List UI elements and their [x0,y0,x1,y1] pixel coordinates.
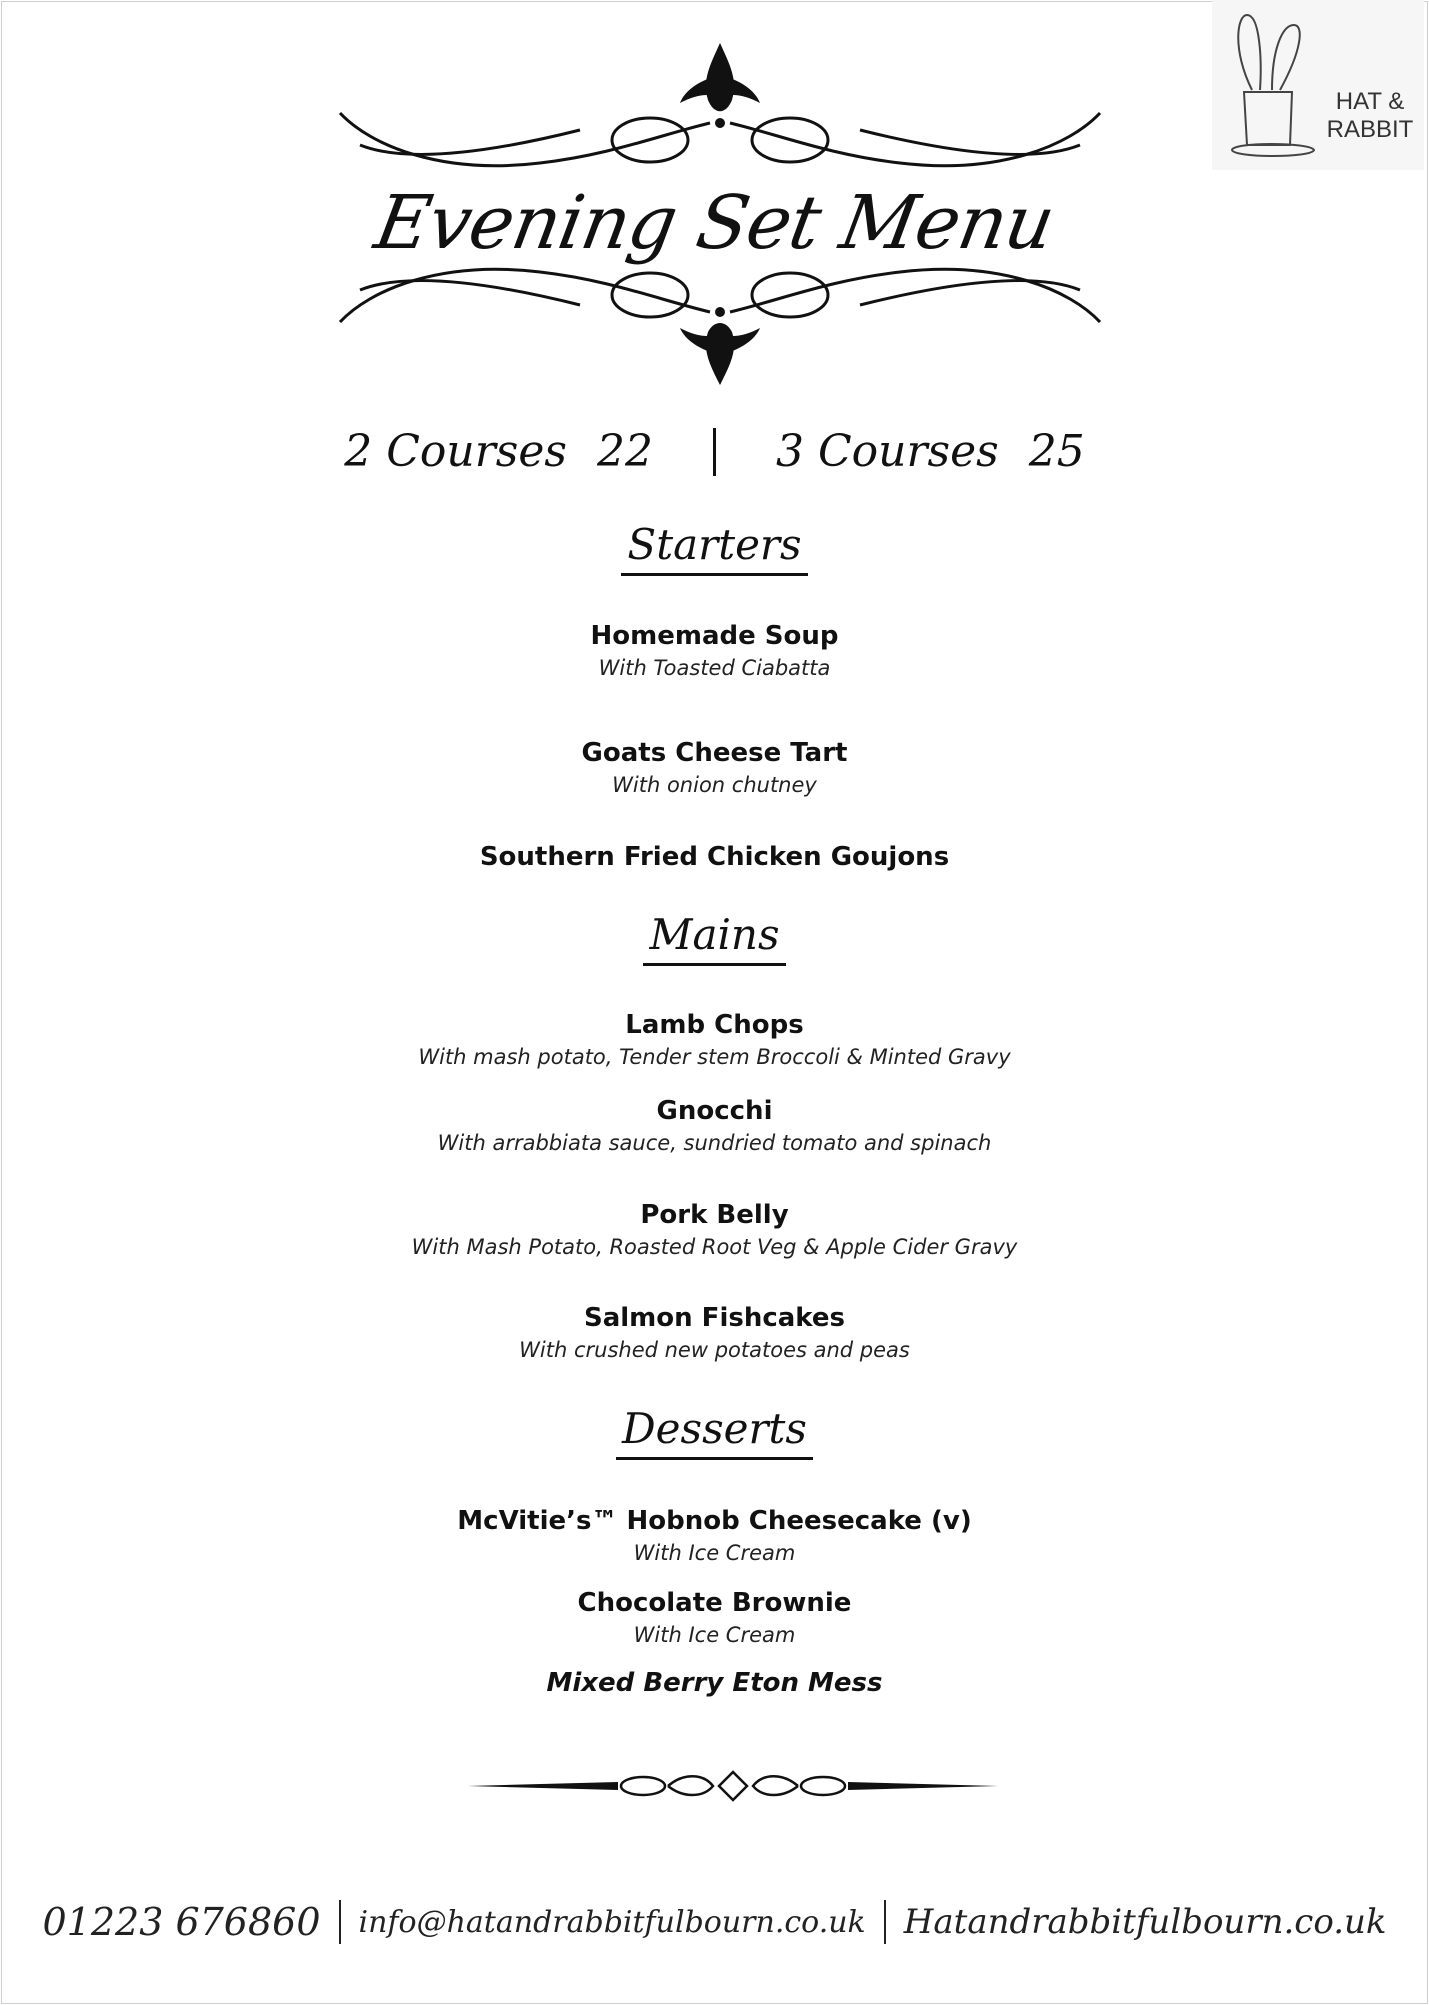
logo-text [1320,88,1420,144]
price-divider [713,428,716,476]
menu-item-name: Pork Belly [640,1200,789,1230]
menu-item [0,736,1429,800]
menu-item-description: With arrabbiata sauce, sundried tomato and spinach [437,1131,992,1155]
menu-title: Evening Set Menu [368,180,1061,266]
menu-item-description: With Ice Cream [633,1623,796,1647]
section-heading-mains: Mains [0,910,1429,966]
menu-item [0,1504,1429,1568]
hat-and-rabbit-logo [1212,0,1424,170]
menu-item [0,840,1429,874]
logo-line-2: RABBIT [1326,116,1414,143]
menu-item-description: With Toasted Ciabatta [598,656,831,680]
menu-item-description: With onion chutney [612,773,817,797]
email-address[interactable]: info@hatandrabbitfulbourn.co.uk [358,1904,866,1940]
menu-item-description: With crushed new potatoes and peas [519,1338,910,1362]
menu-item-name: Southern Fried Chicken Goujons [479,842,950,872]
price-value: 25 [1028,426,1085,477]
pricing-row [0,426,1429,477]
price-option-3-courses [776,426,1085,477]
logo-line-1: HAT & [1335,88,1405,115]
menu-item [0,1301,1429,1365]
menu-item-name: McVitie’s™ Hobnob Cheesecake (v) [457,1506,972,1536]
section-heading-desserts: Desserts [0,1404,1429,1460]
menu-item-name: Salmon Fishcakes [583,1303,845,1333]
price-label: 2 Courses [344,426,567,477]
price-option-2-courses [344,426,653,477]
price-value: 22 [597,426,653,477]
menu-item [0,619,1429,683]
contact-footer [0,1900,1429,1944]
footer-divider [339,1900,341,1944]
top-flourish-ornament [330,35,1110,175]
menu-item-name: Goats Cheese Tart [581,738,848,768]
menu-item [0,1198,1429,1262]
title-underline-ornament [330,260,1110,390]
menu-item-name: Chocolate Brownie [577,1588,852,1618]
menu-item [0,1666,1429,1700]
menu-item [0,1008,1429,1072]
menu-item-description: With Mash Potato, Roasted Root Veg & Apple Cider Gravy [411,1235,1018,1259]
menu-item [0,1586,1429,1650]
menu-item-name: Homemade Soup [590,621,839,651]
menu-item-name: Mixed Berry Eton Mess [546,1668,883,1698]
section-heading-starters: Starters [0,520,1429,576]
menu-item-description: With Ice Cream [633,1541,796,1565]
menu-item-name: Gnocchi [656,1096,773,1126]
price-label: 3 Courses [776,426,999,477]
hat-rabbit-icon [1222,10,1322,160]
footer-divider [884,1900,886,1944]
menu-item-name: Lamb Chops [625,1010,804,1040]
phone-number[interactable]: 01223 676860 [42,1900,321,1944]
menu-item-description: With mash potato, Tender stem Broccoli & Minted Gravy [418,1045,1011,1069]
menu-item [0,1094,1429,1158]
divider-ornament [468,1768,998,1804]
website-link[interactable]: Hatandrabbitfulbourn.co.uk [903,1902,1387,1942]
